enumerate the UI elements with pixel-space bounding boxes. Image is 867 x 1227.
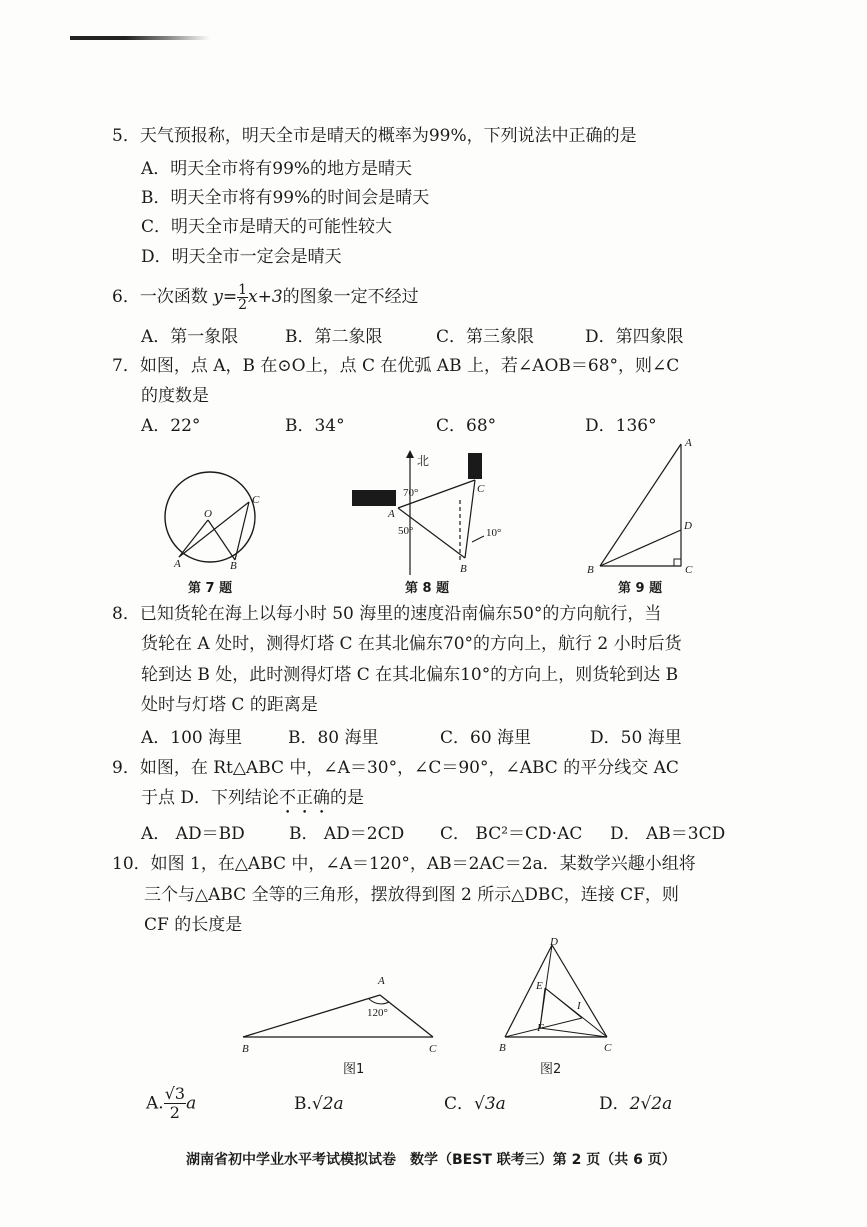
q6-fraction — [237, 283, 248, 312]
fig10-2-label-b: B — [499, 1042, 506, 1054]
figure-10-1 — [240, 985, 450, 1055]
fig10-2-label-d: D — [550, 936, 558, 948]
q7-line1: 7．如图，点 A，B 在⊙O上，点 C 在优弧 AB 上，若∠AOB＝68°，则∠C — [112, 356, 680, 376]
q9-option-c: C． BC²＝CD·AC — [440, 824, 583, 844]
q6-frac-den: 2 — [238, 297, 248, 313]
fig8-angle-70: 70° — [403, 487, 419, 499]
fig7-label-b: B — [230, 560, 237, 572]
q9-line2-post: 的是 — [330, 788, 365, 808]
q10-option-c-value: √3a — [474, 1094, 506, 1114]
scan-mark — [70, 36, 210, 40]
q10-option-a-fraction — [164, 1085, 186, 1122]
fig8-north-label: 北 — [417, 454, 430, 468]
fig9-label-b: B — [587, 564, 594, 576]
fig7-label-a: A — [174, 558, 181, 570]
fig10-1-angle: 120° — [367, 1007, 388, 1019]
figure-8 — [350, 450, 510, 580]
q8-option-c: C．60 海里 — [440, 728, 532, 748]
q10-option-d-label: D． — [599, 1094, 630, 1114]
q8-option-d: D．50 海里 — [590, 728, 682, 748]
q6-number: 6． — [112, 287, 140, 307]
fig10-1-label-b: B — [242, 1043, 249, 1055]
q10-option-b — [294, 1093, 344, 1115]
fig10-1-label-c: C — [429, 1043, 437, 1055]
q6-func-y: y — [213, 287, 223, 307]
page-footer: 湖南省初中学业水平考试模拟试卷 数学（BEST 联考三）第 2 页（共 6 页） — [186, 1152, 676, 1168]
q10-option-d — [599, 1093, 672, 1115]
q6-post: 的图象一定不经过 — [282, 287, 419, 307]
fig7-label-c: C — [252, 494, 260, 506]
fig10-1-label-a: A — [378, 975, 385, 987]
fig8-angle-50: 50° — [398, 525, 414, 537]
q8-line4: 处时与灯塔 C 的距离是 — [141, 695, 318, 715]
q9-option-b: B． AD＝2CD — [289, 824, 405, 844]
figure-9 — [595, 440, 695, 580]
q10-line2: 三个与△ABC 全等的三角形，摆放得到图 2 所示△DBC，连接 CF，则 — [144, 885, 679, 905]
q10-option-a — [146, 1085, 196, 1122]
fig10-2-label-i: I — [577, 1000, 581, 1012]
q10-option-a-label: A. — [146, 1093, 164, 1114]
q6-option-c: C．第三象限 — [436, 327, 535, 347]
q9-option-a: A． AD＝BD — [141, 824, 245, 844]
q9-line2-pre: 于点 D．下列结论 — [141, 788, 280, 808]
fig8-label-b: B — [460, 563, 467, 575]
fig10-2-caption: 图2 — [540, 1062, 562, 1077]
fig9-label-d: D — [684, 520, 692, 532]
q9-line2 — [141, 787, 364, 818]
q8-line2: 货轮在 A 处时，测得灯塔 C 在其北偏东70°的方向上，航行 2 小时后货 — [141, 634, 682, 654]
q10-option-a-num: √3 — [164, 1084, 186, 1103]
q8-line3: 轮到达 B 处，此时测得灯塔 C 在其北偏东10°的方向上，则货轮到达 B — [141, 665, 679, 685]
fig8-label-a: A — [388, 508, 395, 520]
fig8-label-c: C — [477, 483, 485, 495]
q5-option-b: B．明天全市将有99%的时间会是晴天 — [141, 188, 430, 208]
q7-option-c: C．68° — [436, 416, 497, 436]
q6-option-b: B．第二象限 — [285, 327, 383, 347]
fig9-label-c: C — [685, 564, 693, 576]
fig10-1-caption: 图1 — [343, 1062, 365, 1077]
q6-func-rest: x+3 — [248, 287, 283, 307]
q7-option-d: D．136° — [585, 416, 657, 436]
q10-option-b-label: B. — [294, 1094, 312, 1114]
q8-option-b: B．80 海里 — [288, 728, 379, 748]
q5-option-c: C．明天全市是晴天的可能性较大 — [141, 217, 393, 237]
q6-pre: 一次函数 — [139, 287, 208, 307]
q7-option-a: A．22° — [141, 416, 201, 436]
q9-line2-emphasis: 不正确 — [279, 788, 331, 808]
q7-line2: 的度数是 — [141, 386, 209, 406]
q6-frac-num: 1 — [238, 282, 248, 298]
q5-stem: 5．天气预报称，明天全市是晴天的概率为99%，下列说法中正确的是 — [112, 126, 637, 146]
q10-option-c — [444, 1093, 506, 1115]
figure-10-2 — [497, 940, 617, 1050]
fig10-2-label-e: E — [536, 980, 543, 992]
fig8-caption: 第 8 题 — [405, 581, 450, 596]
fig9-label-a: A — [685, 437, 692, 449]
q6-func-eq: = — [222, 287, 238, 307]
fig8-angle-10: 10° — [486, 527, 502, 539]
fig9-caption: 第 9 题 — [618, 581, 663, 596]
q6-option-d: D．第四象限 — [585, 327, 684, 347]
q10-option-c-label: C． — [444, 1094, 475, 1114]
fig10-2-label-c: C — [604, 1042, 612, 1054]
q8-option-a: A．100 海里 — [141, 728, 243, 748]
q10-line1: 10．如图 1，在△ABC 中，∠A＝120°，AB＝2AC＝2a．某数学兴趣小组将 — [112, 854, 696, 874]
q7-option-b: B．34° — [285, 416, 345, 436]
q10-option-a-var: a — [186, 1093, 197, 1114]
q6-option-a: A．第一象限 — [141, 327, 239, 347]
fig7-label-o: O — [204, 508, 212, 520]
q6-stem — [112, 283, 419, 312]
q5-option-d: D．明天全市一定会是晴天 — [141, 247, 342, 267]
fig7-caption: 第 7 题 — [188, 581, 233, 596]
q10-option-b-value: √2a — [311, 1094, 344, 1114]
q8-line1: 8．已知货轮在海上以每小时 50 海里的速度沿南偏东50°的方向航行，当 — [112, 604, 662, 624]
q10-option-d-value: 2√2a — [629, 1094, 673, 1114]
q9-line1: 9．如图，在 Rt△ABC 中，∠A＝30°，∠C＝90°，∠ABC 的平分线交 AC — [112, 758, 679, 778]
q10-line3: CF 的长度是 — [144, 915, 243, 935]
fig10-2-label-f: F — [537, 1022, 544, 1034]
q10-option-a-den: 2 — [169, 1103, 180, 1122]
q5-option-a: A．明天全市将有99%的地方是晴天 — [141, 159, 413, 179]
q9-option-d: D． AB＝3CD — [610, 824, 726, 844]
